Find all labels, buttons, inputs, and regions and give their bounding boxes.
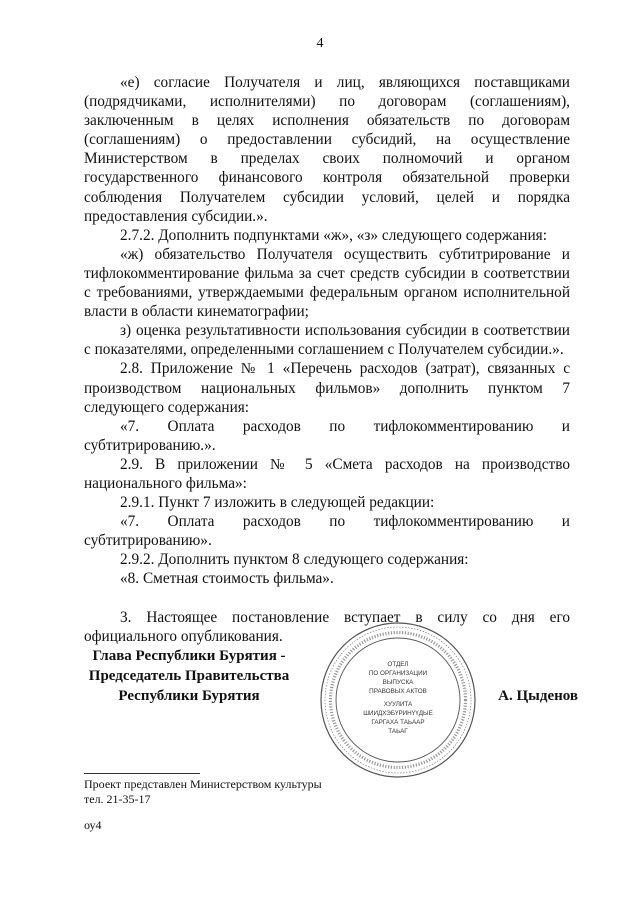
paragraph-item-8-estimate: «8. Сметная стоимость фильма». bbox=[120, 570, 334, 588]
seal-outer-ring bbox=[321, 623, 475, 777]
seal-center-line: ГАРГАХА ТАЬААР bbox=[371, 719, 425, 726]
signatory-title-line: Республики Бурятия bbox=[118, 688, 260, 704]
signatory-title-line: Председатель Правительства bbox=[88, 668, 290, 684]
page-number: 4 bbox=[316, 36, 324, 51]
seal-center-line: ШИИДХЭБҮРИНҮҮДЫЕ bbox=[363, 710, 433, 717]
paragraph-consent-clause: «е) согласие Получателя и лиц, являющихся поставщиками (подрядчиками, исполнителями) по договорам (соглашениям), заключенным в целях исполнения обязательств по договорам (соглашениям) о предоставлении субсидий, на осуществление Министерством в пределах своих полномочий и органом государственного финансового контроля обязательной проверки соблюдения Получателем субсидии условий, целей и порядка предоставления субсидии.». bbox=[84, 74, 570, 225]
footnote-divider bbox=[84, 773, 200, 774]
seal-center-line: ХУУЛИТА bbox=[383, 701, 413, 708]
signatory-title-line: Глава Республики Бурятия - bbox=[92, 648, 286, 664]
seal-ring-lettering bbox=[331, 633, 466, 768]
paragraph-subclause-z: з) оценка результативности использования субсидии в соответствии с показателями, определенными соглашением с Получателем субсидии.». bbox=[84, 322, 570, 359]
paragraph-entry-into-force: 3. Настоящее постановление вступает в силу со дня его официального опубликования. bbox=[84, 608, 570, 645]
seal-center-line: ВЫПУСКА bbox=[382, 679, 414, 686]
seal-center-line: ОТДЕЛ bbox=[387, 661, 409, 668]
seal-inner-ring bbox=[336, 638, 460, 762]
clerk-mark: оу4 bbox=[84, 818, 102, 832]
paragraph-2-8: 2.8. Приложение № 1 «Перечень расходов (затрат), связанных с производством национальных фильмов» дополнить пунктом 7 следующего содержания: bbox=[84, 360, 570, 416]
footnote-phone-line: тел. 21-35-17 bbox=[84, 792, 151, 806]
paragraph-item-7-estimate: «7. Оплата расходов по тифлокомментированию и субтитрированию». bbox=[84, 513, 570, 550]
paragraph-2-9-1: 2.9.1. Пункт 7 изложить в следующей редакции: bbox=[120, 494, 435, 512]
seal-center-line: ПРАВОВЫХ АКТОВ bbox=[369, 688, 427, 695]
paragraph-item-7-expenses: «7. Оплата расходов по тифлокомментированию и субтитрированию.». bbox=[84, 417, 570, 454]
paragraph-2-7-2: 2.7.2. Дополнить подпунктами «ж», «з» следующего содержания: bbox=[120, 226, 547, 244]
seal-dotted-ring bbox=[325, 627, 471, 773]
footnote bbox=[84, 777, 404, 807]
signatory-title bbox=[84, 646, 294, 706]
footnote-ministry-line: Проект представлен Министерством культуры bbox=[84, 777, 322, 791]
paragraph-subclause-zh: «ж) обязательство Получателя осуществить субтитрирование и тифлокомментирование фильма за счет средств субсидии в соответствии с требованиями, утверждаемыми федеральным органом исполнительной власти в области кинематографии; bbox=[84, 245, 570, 321]
signatory-name: А. Цыденов bbox=[498, 688, 578, 704]
official-seal bbox=[318, 620, 478, 780]
paragraph-2-9-2: 2.9.2. Дополнить пунктом 8 следующего содержания: bbox=[120, 551, 469, 569]
document-body bbox=[84, 73, 570, 646]
seal-center-line: ТАЬАГ bbox=[388, 728, 408, 735]
seal-center-line: ПО ОРГАНИЗАЦИИ bbox=[368, 670, 428, 677]
paragraph-2-9: 2.9. В приложении № 5 «Смета расходов на производство национального фильма»: bbox=[84, 455, 570, 492]
